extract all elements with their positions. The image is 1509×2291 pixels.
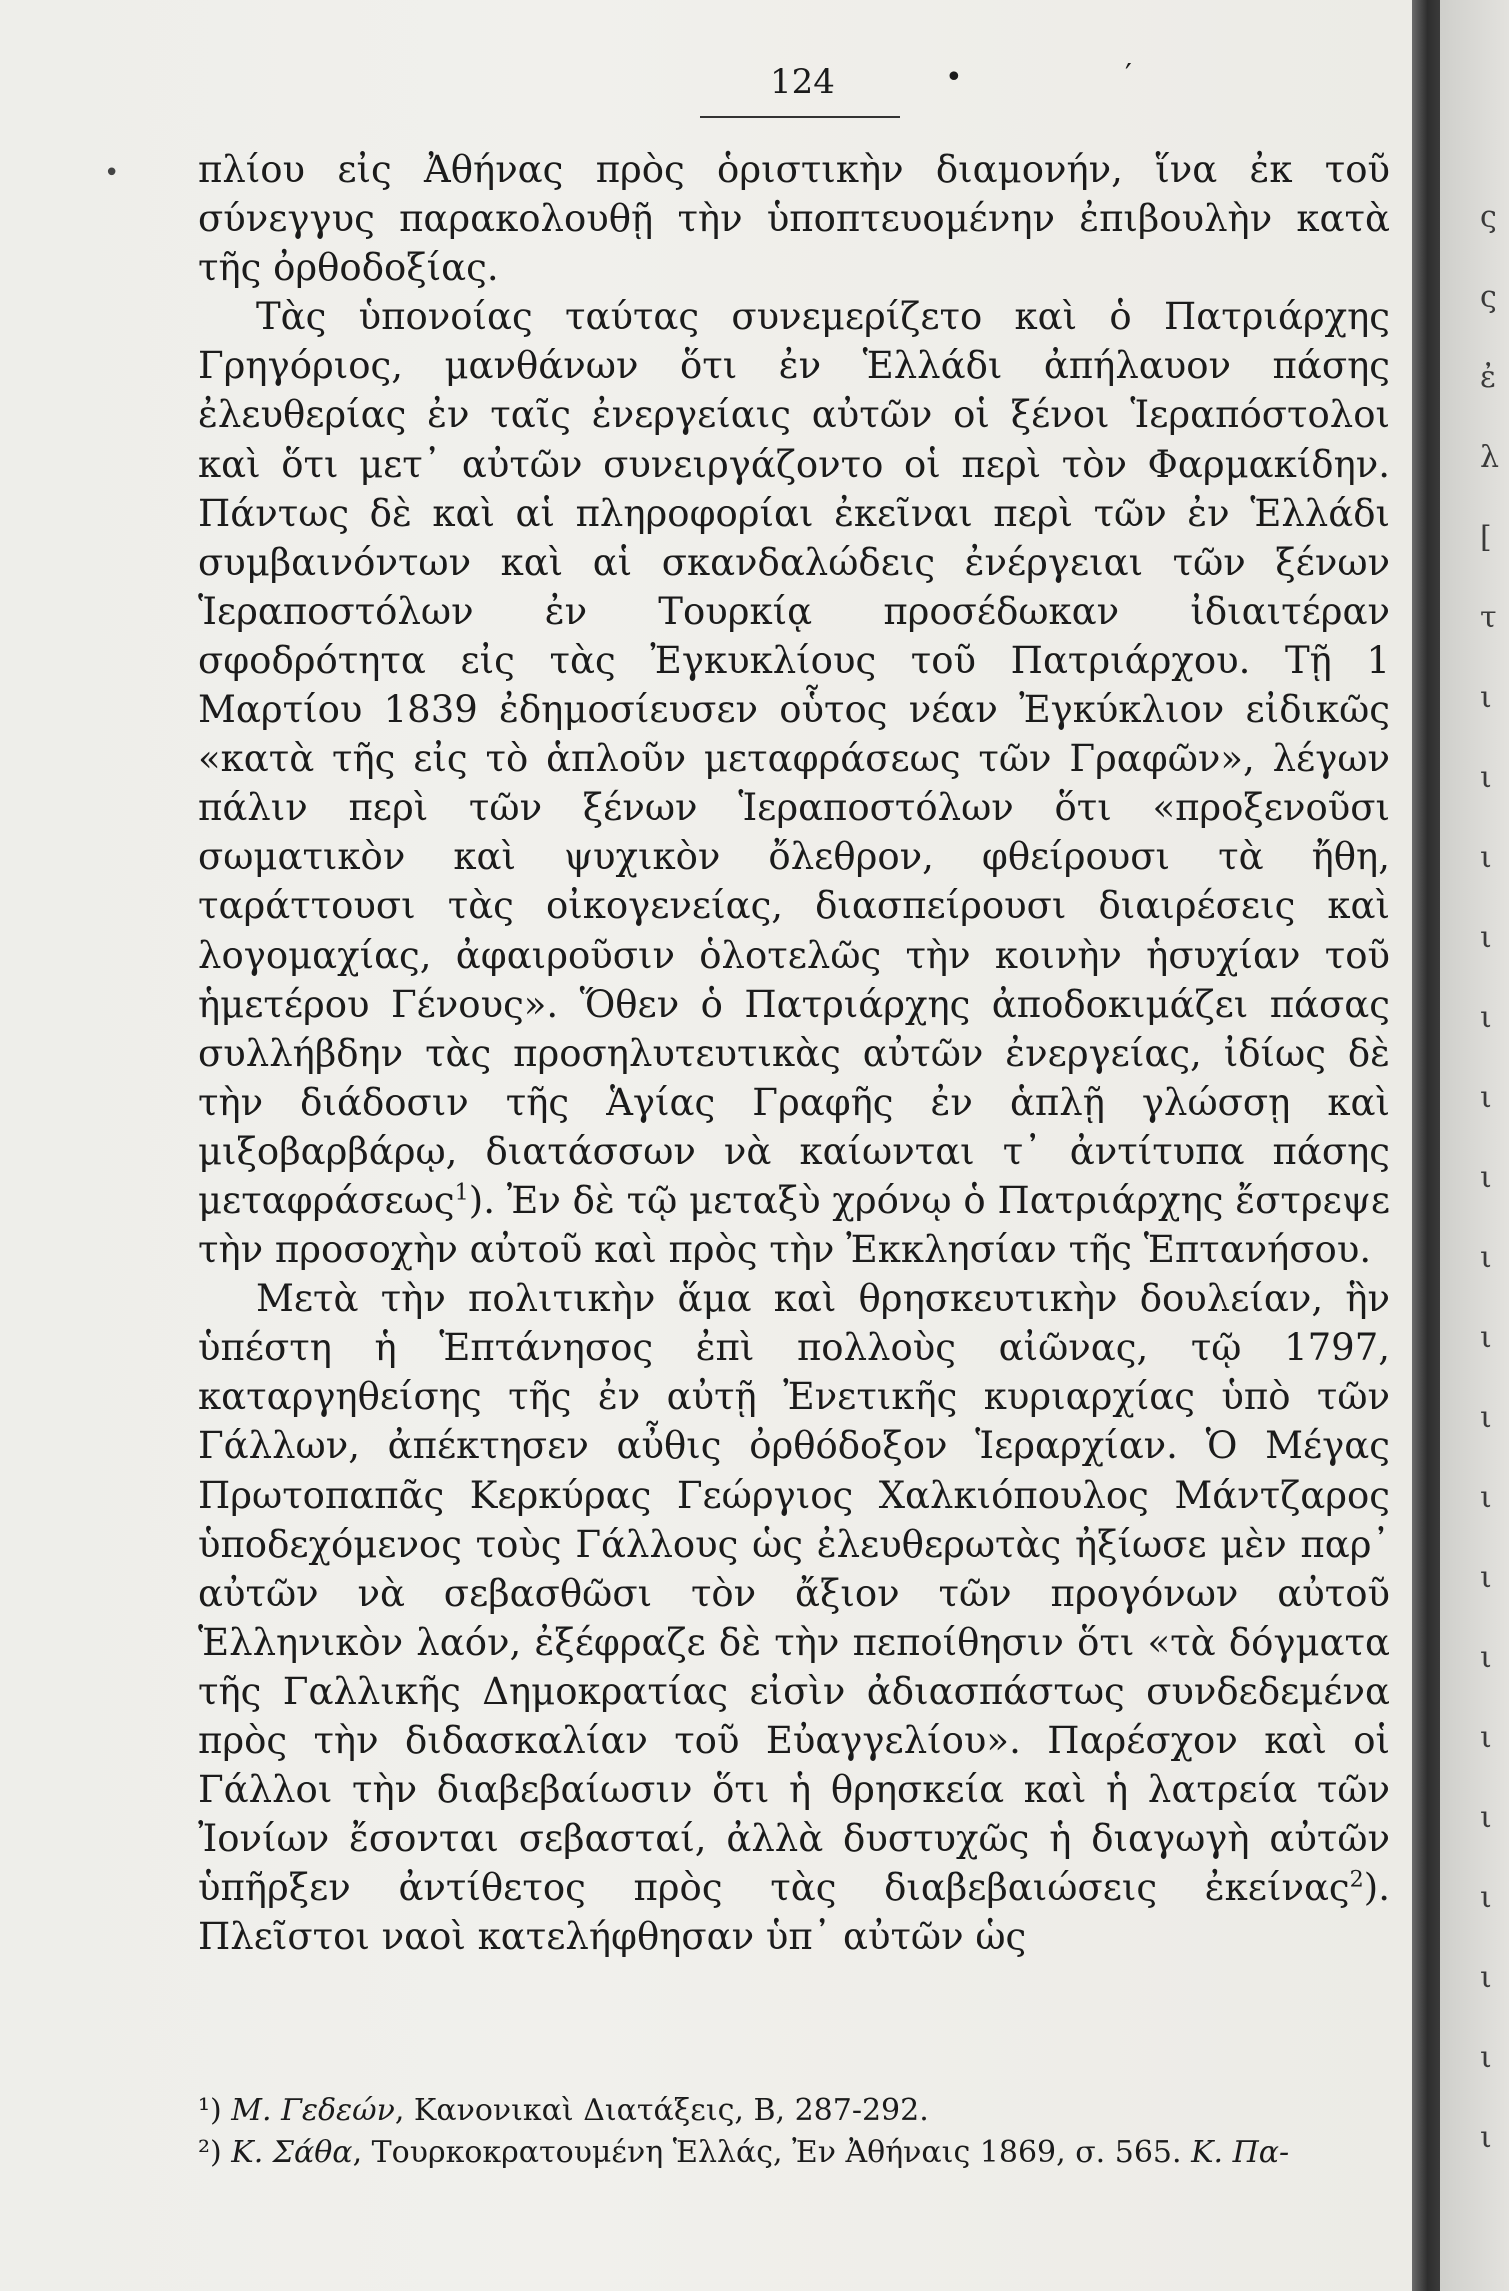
footnote-ref-2: 2	[1349, 1866, 1364, 1893]
edge-glyph: [	[1480, 520, 1492, 555]
edge-glyph: ι	[1480, 1880, 1492, 1915]
edge-glyph: ι	[1480, 2040, 1492, 2075]
edge-glyph: ι	[1480, 1560, 1492, 1595]
footnote-author: Κ. Σάθα	[231, 2135, 353, 2170]
edge-glyph: ι	[1480, 2120, 1492, 2155]
edge-glyph: ι	[1480, 1160, 1492, 1195]
edge-glyph: ι	[1480, 1640, 1492, 1675]
body-text	[198, 145, 1390, 1961]
edge-glyph: ι	[1480, 680, 1492, 715]
edge-glyph: ι	[1480, 1240, 1492, 1275]
edge-glyph: λ	[1480, 440, 1500, 475]
margin-mark: •	[104, 158, 120, 188]
footnote-2: ²) Κ. Σάθα, Τουρκοκρατουμένη Ἑλλάς, Ἐν Ἀθήναις 1869, σ. 565. Κ. Πα-	[198, 2135, 1290, 2170]
footnote-author: Μ. Γεδεών	[231, 2093, 395, 2128]
paragraph-3: Μετὰ τὴν πολιτικὴν ἅμα καὶ θρησκευτικὴν δουλείαν, ἣν ὑπέστη ἡ Ἑπτάνησος ἐπὶ πολλοὺς αἰῶνας, τῷ 1797, καταργηθείσης τῆς ἐν αὐτῇ Ἐνετικῆς κυριαρχίας ὑπὸ τῶν Γάλλων, ἀπέκτησεν αὖθις ὀρθόδοξον Ἱεραρχίαν. Ὁ Μέγας Πρωτοπαπᾶς Κερκύρας Γεώργιος Χαλκιόπουλος Μάντζαρος ὑποδεχόμενος τοὺς Γάλλους ὡς ἐλευθερωτὰς ἠξίωσε μὲν παρ᾽ αὐτῶν νὰ σεβασθῶσι τὸν ἄξιον τῶν προγόνων αὐτοῦ Ἑλληνικὸν λαόν, ἐξέφραζε δὲ τὴν πεποίθησιν ὅτι «τὰ δόγματα τῆς Γαλλικῆς Δημοκρατίας εἰσὶν ἀδιασπάστως συνδεδεμένα πρὸς τὴν διδασκαλίαν τοῦ Εὐαγγελίου». Παρέσχον καὶ οἱ Γάλλοι τὴν διαβεβαίωσιν ὅτι ἡ θρησκεία καὶ ἡ λατρεία τῶν Ἰονίων ἔσονται σεβασταί, ἀλλὰ δυστυχῶς ἡ διαγωγὴ αὐτῶν ὑπῆρξεν ἀντίθετος πρὸς τὰς διαβεβαιώσεις ἐκείνας$^2$). Πλεῖστοι ναοὶ κατελήφθησαν ὑπ᾽ αὐτῶν ὡς	[198, 1277, 1390, 1959]
edge-glyph: ι	[1480, 760, 1492, 795]
edge-glyph: ς	[1480, 280, 1497, 315]
edge-glyph: τ	[1480, 600, 1497, 635]
footnote-1: ¹) Μ. Γεδεών, Κανονικαὶ Διατάξεις, Β, 287-292.	[198, 2093, 929, 2128]
page-number: 124	[770, 62, 835, 102]
edge-glyph: ι	[1480, 1720, 1492, 1755]
header-dot: •	[945, 60, 963, 95]
edge-glyph: ἐ	[1480, 360, 1497, 395]
edge-glyph: ι	[1480, 1320, 1492, 1355]
edge-glyph: ι	[1480, 1480, 1492, 1515]
paragraph-2: Τὰς ὑπονοίας ταύτας συνεμερίζετο καὶ ὁ Πατριάρχης Γρηγόριος, μανθάνων ὅτι ἐν Ἑλλάδι ἀπήλαυον πάσης ἐλευθερίας ἐν ταῖς ἐνεργείαις αὐτῶν οἱ ξένοι Ἱεραπόστολοι καὶ ὅτι μετ᾽ αὐτῶν συνειργάζοντο οἱ περὶ τὸν Φαρμακίδην. Πάντως δὲ καὶ αἱ πληροφορίαι ἐκεῖναι περὶ τῶν ἐν Ἑλλάδι συμβαινόντων καὶ αἱ σκανδαλώδεις ἐνέργειαι τῶν ξένων Ἱεραποστόλων ἐν Τουρκίᾳ προσέδωκαν ἰδιαιτέραν σφοδρότητα εἰς τὰς Ἐγκυκλίους τοῦ Πατριάρχου. Τῇ 1 Μαρτίου 1839 ἐδημοσίευσεν οὗτος νέαν Ἐγκύκλιον εἰδικῶς «κατὰ τῆς εἰς τὸ ἁπλοῦν μεταφράσεως τῶν Γραφῶν», λέγων πάλιν περὶ τῶν ξένων Ἱεραποστόλων ὅτι «προξενοῦσι σωματικὸν καὶ ψυχικὸν ὄλεθρον, φθείρουσι τὰ ἤθη, ταράττουσι τὰς οἰκογενείας, διασπείρουσι διαιρέσεις καὶ λογομαχίας, ἀφαιροῦσιν ὁλοτελῶς τὴν κοινὴν ἡσυχίαν τοῦ ἡμετέρου Γένους». Ὅθεν ὁ Πατριάρχης ἀποδοκιμάζει πάσας συλλήβδην τὰς προσηλυτευτικὰς αὐτῶν ἐνεργείας, ἰδίως δὲ τὴν διάδοσιν τῆς Ἁγίας Γραφῆς ἐν ἁπλῇ γλώσσῃ καὶ μιξοβαρβάρῳ, διατάσσων νὰ καίωνται τ᾽ ἀντίτυπα πάσης μεταφράσεως$^1$). Ἐν δὲ τῷ μεταξὺ χρόνῳ ὁ Πατριάρχης ἔστρεψε τὴν προσοχὴν αὐτοῦ καὶ πρὸς τὴν Ἐκκλησίαν τῆς Ἑπτανήσου.	[198, 295, 1390, 1272]
edge-glyph: ι	[1480, 1800, 1492, 1835]
paragraph-1: πλίου εἰς Ἀθήνας πρὸς ὁριστικὴν διαμονήν, ἵνα ἐκ τοῦ σύνεγγυς παρακολουθῇ τὴν ὑποπτευομένην ἐπιβουλὴν κατὰ τῆς ὀρθοδοξίας.	[198, 148, 1390, 290]
edge-glyph: ι	[1480, 1400, 1492, 1435]
edge-glyph: ι	[1480, 920, 1492, 955]
footnotes	[198, 2090, 1390, 2174]
edge-glyph: ι	[1480, 1000, 1492, 1035]
book-binding-shadow	[1412, 0, 1440, 2291]
edge-glyph: ι	[1480, 840, 1492, 875]
next-page-edge	[1440, 0, 1509, 2291]
header-rule	[700, 116, 900, 118]
edge-glyph: ι	[1480, 1080, 1492, 1115]
edge-glyph: ς	[1480, 200, 1497, 235]
edge-glyph: ι	[1480, 1960, 1492, 1995]
header-mark: ′	[1125, 58, 1132, 93]
footnote-ref-1: 1	[454, 1179, 469, 1206]
